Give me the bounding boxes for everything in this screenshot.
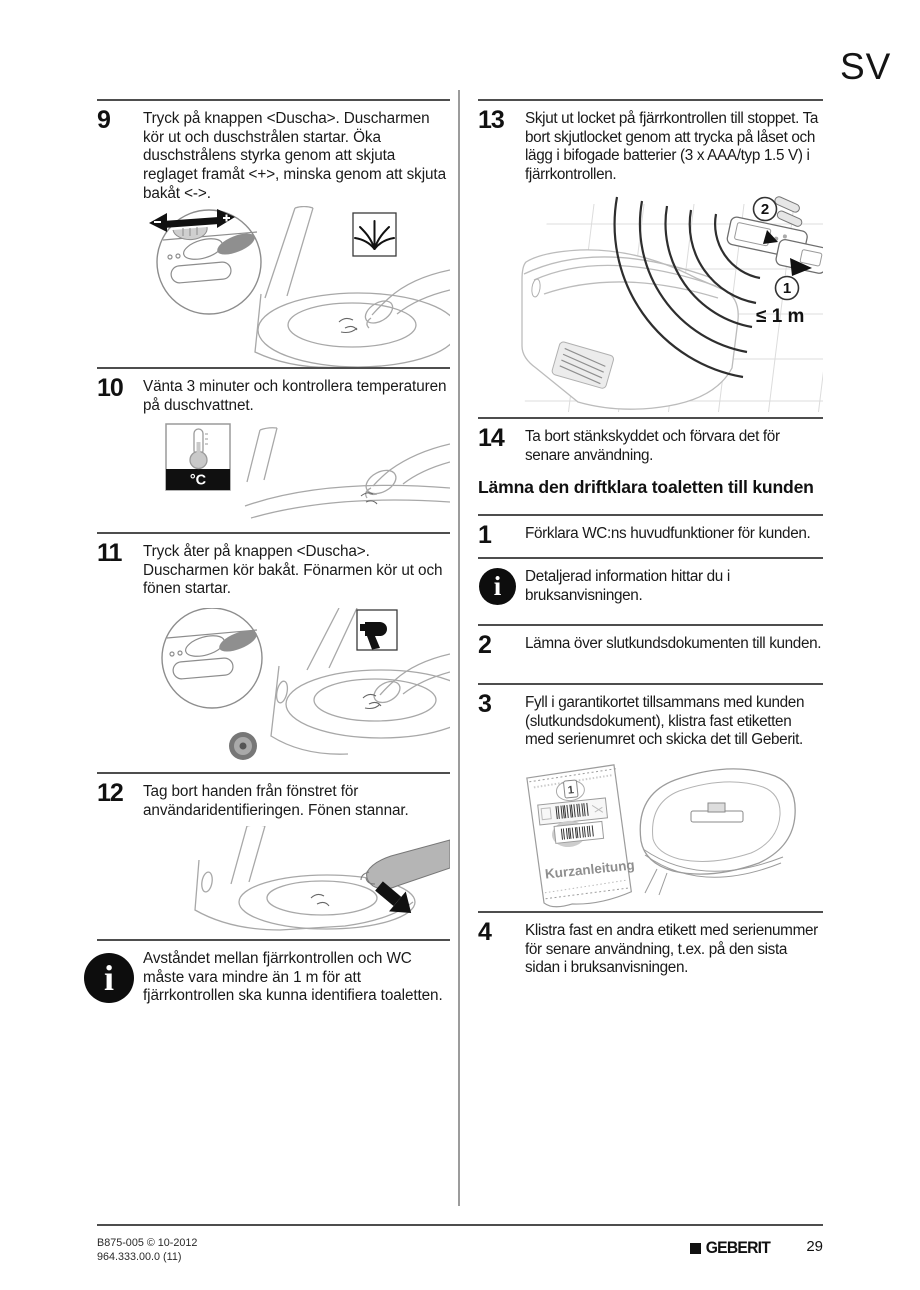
- speaker-knob: [229, 732, 257, 760]
- callout-1: 1: [782, 280, 792, 297]
- step-text: Lämna över slutkundsdokumenten till kunden.: [525, 635, 822, 652]
- step-number: 4: [478, 918, 491, 946]
- booklet-callout: 1: [567, 784, 575, 797]
- callout-2: 2: [760, 201, 770, 218]
- info-icon: i: [479, 568, 516, 605]
- step13-illustration: [520, 196, 823, 412]
- step-number: 2: [478, 631, 491, 659]
- step-1-handover: [478, 514, 823, 549]
- step-text: Tryck åter på knappen <Duscha>. Duscharmen kör bakåt. Fönarmen kör ut och fönen startar.: [143, 543, 443, 598]
- info-note-left: [97, 939, 450, 1006]
- step-text: Tryck på knappen <Duscha>. Duscharmen kör ut och duschstrålen startar. Öka duschstrålens styrka genom att skjuta reglaget framåt <+>, minska genom att skjuta bakåt <->.: [143, 110, 446, 202]
- nozzle-detail: [339, 318, 357, 332]
- step-3-handover: [478, 683, 823, 750]
- column-divider: [458, 90, 460, 1206]
- step10-illustration: [165, 422, 450, 522]
- step-12: [97, 772, 450, 820]
- step-number: 11: [97, 539, 122, 567]
- article-number: 964.333.00.0 (11): [97, 1250, 182, 1263]
- step-number: 1: [478, 521, 491, 549]
- info-text: Detaljerad information hittar du i bruksanvisningen.: [525, 568, 730, 604]
- step-14: [478, 417, 823, 465]
- step-text: Ta bort stänkskyddet och förvara det för senare användning.: [525, 428, 780, 464]
- document-reference: [97, 1237, 197, 1264]
- step3-illustration: [523, 763, 808, 913]
- toilet-lid: [640, 769, 795, 895]
- step12-illustration: [185, 826, 450, 936]
- booklet-title: Kurzanleitung: [544, 857, 636, 882]
- step-text: Klistra fast en andra etikett med serienummer för senare användning, t.ex. på den sista sidan i bruksanvisningen.: [525, 922, 818, 977]
- footer-rule: [97, 1224, 823, 1226]
- step-number: 14: [478, 424, 504, 452]
- remote-control: [724, 216, 823, 274]
- step-text: Skjut ut locket på fjärrkontrollen till stoppet. Ta bort skjutlocket genom att trycka på låset och lägg i bifogade batterier (3 x AAA/typ 1.5 V) i fjärrkontrollen.: [525, 110, 819, 184]
- step-11: [97, 532, 450, 599]
- step-number: 12: [97, 779, 123, 807]
- distance-label: ≤ 1 m: [756, 306, 805, 327]
- step-2-handover: [478, 624, 823, 659]
- info-icon: i: [84, 953, 134, 1003]
- page-number: 29: [806, 1238, 823, 1255]
- brand-name: GEBERIT: [705, 1239, 771, 1257]
- geberit-logo: [690, 1239, 772, 1258]
- step-text: Fyll i garantikortet tillsammans med kunden (slutkundsdokument), klistra fast etiketten med serienumret och skicka det till Geberit.: [525, 694, 805, 749]
- thermometer-icon: [166, 424, 230, 490]
- step-4-handover: [478, 911, 823, 978]
- step-text: Förklara WC:ns huvudfunktioner för kunden.: [525, 525, 811, 542]
- zoom-circle: [162, 608, 262, 708]
- step-number: 9: [97, 106, 110, 134]
- step-number: 3: [478, 690, 491, 718]
- language-tag: SV: [840, 46, 892, 87]
- doc-code: B875-005 © 10-2012: [97, 1237, 198, 1249]
- brand-square-icon: [690, 1243, 701, 1254]
- step-9: [97, 99, 450, 204]
- step-13: [478, 99, 823, 185]
- hand-graphic: [367, 840, 450, 889]
- step-10: [97, 367, 450, 415]
- quickguide-booklet: [526, 764, 638, 909]
- step-number: 13: [478, 106, 504, 134]
- step-text: Tag bort handen från fönstret för användaridentifieringen. Fönen stannar.: [143, 783, 409, 819]
- step9-illustration: [143, 206, 450, 372]
- temperature-unit-label: °C: [189, 472, 207, 489]
- step11-illustration: [143, 608, 450, 770]
- section-heading: Lämna den driftklara toaletten till kunden: [478, 477, 814, 497]
- step-number: 10: [97, 374, 123, 402]
- info-note-right: [478, 557, 823, 605]
- step-text: Vänta 3 minuter och kontrollera temperaturen på duschvattnet.: [143, 378, 447, 414]
- info-text: Avståndet mellan fjärrkontrollen och WC måste vara mindre än 1 m för att fjärrkontrollen ska kunna identifiera toaletten.: [143, 950, 443, 1005]
